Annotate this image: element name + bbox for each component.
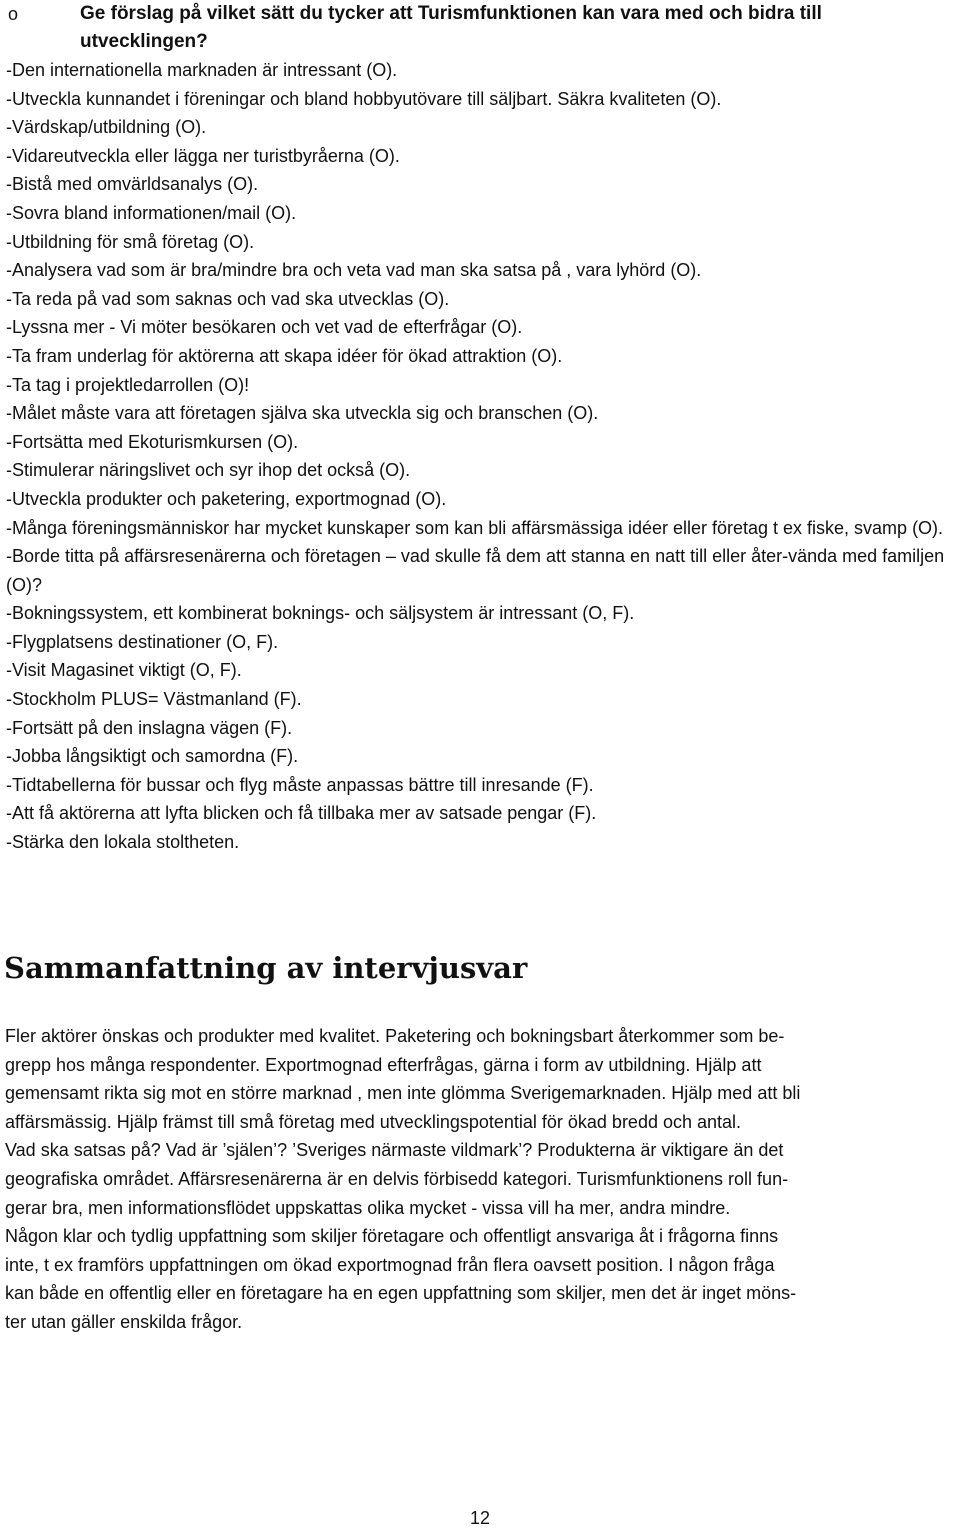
summary-line: gerar bra, men informationsflödet uppskattas olika mycket - vissa vill ha mer, andra mindre. <box>5 1197 731 1218</box>
answer-item: -Jobba långsiktigt och samordna (F). <box>6 746 299 767</box>
answer-item: -Vidareutveckla eller lägga ner turistbyråerna (O). <box>6 145 400 166</box>
answer-item: -Bokningssystem, ett kombinerat boknings- och säljsystem är intressant (O, F). <box>6 603 635 624</box>
answer-item: -Analysera vad som är bra/mindre bra och veta vad man ska satsa på , vara lyhörd (O). <box>6 260 702 281</box>
answer-item: -Lyssna mer - Vi möter besökaren och vet vad de efterfrågar (O). <box>6 317 523 338</box>
answer-item: -Flygplatsens destinationer (O, F). <box>6 631 279 652</box>
summary-line: Vad ska satsas på? Vad är ’själen’? ’Sveriges närmaste vildmark’? Produkterna är viktigare än det <box>5 1140 784 1161</box>
answer-item: -Tidtabellerna för bussar och flyg måste anpassas bättre till inresande (F). <box>6 774 594 795</box>
page-number: 12 <box>469 1508 491 1528</box>
answer-item: -Ta reda på vad som saknas och vad ska utvecklas (O). <box>6 288 450 309</box>
answer-item: -Bistå med omvärldsanalys (O). <box>6 174 259 195</box>
bullet-icon: o <box>8 4 19 24</box>
answer-item: -Stockholm PLUS= Västmanland (F). <box>6 689 302 710</box>
answer-item: -Borde titta på affärsresenärerna och företagen – vad skulle få dem att stanna en natt till eller åter-vända med familjen (O)? <box>6 546 945 595</box>
answer-item: -Utbildning för små företag (O). <box>6 231 255 252</box>
summary-line: inte, t ex framförs uppfattningen om ökad exportmognad från flera oavsett position. I någon fråga <box>5 1254 775 1275</box>
summary-line: kan både en offentlig eller en företagare ha en egen uppfattning som skiljer, men det är inget möns- <box>5 1283 797 1304</box>
answer-list <box>6 56 956 857</box>
answer-item: -Fortsätt på den inslagna vägen (F). <box>6 717 293 738</box>
summary-line: Fler aktörer önskas och produkter med kvalitet. Paketering och bokningsbart återkommer som be- <box>5 1026 785 1046</box>
answer-item: -Värdskap/utbildning (O). <box>6 117 207 138</box>
answer-item: -Stimulerar näringslivet och syr ihop det också (O). <box>6 460 411 481</box>
answer-item: -Visit Magasinet viktigt (O, F). <box>6 660 242 681</box>
question-text: Ge förslag på vilket sätt du tycker att Turismfunktionen kan vara med och bidra till utvecklingen? <box>80 3 822 52</box>
answer-item: -Stärka den lokala stoltheten. <box>6 832 240 853</box>
summary-paragraph <box>5 1022 957 1337</box>
answer-item: -Att få aktörerna att lyfta blicken och få tillbaka mer av satsade pengar (F). <box>6 803 597 824</box>
answer-item: -Den internationella marknaden är intressant (O). <box>6 60 398 80</box>
answer-item: -Fortsätta med Ekoturismkursen (O). <box>6 431 299 452</box>
question-item <box>8 0 948 56</box>
summary-line: grepp hos många respondenter. Exportmognad efterfrågas, gärna i form av utbildning. Hjälp att <box>5 1054 762 1075</box>
answer-item: -Sovra bland informationen/mail (O). <box>6 202 297 223</box>
summary-line: geografiska området. Affärsresenärerna är en delvis förbisedd kategori. Turismfunktionens roll fun- <box>5 1168 789 1189</box>
answer-item: -Målet måste vara att företagen själva ska utveckla sig och branschen (O). <box>6 403 599 424</box>
answer-item: -Ta fram underlag för aktörerna att skapa idéer för ökad attraktion (O). <box>6 345 563 366</box>
section-heading: Sammanfattning av intervjusvar <box>4 951 528 985</box>
answer-item: -Utveckla kunnandet i föreningar och bland hobbyutövare till säljbart. Säkra kvaliteten (O). <box>6 88 722 109</box>
summary-line: ter utan gäller enskilda frågor. <box>5 1311 243 1332</box>
answer-item: -Många föreningsmänniskor har mycket kunskaper som kan bli affärsmässiga idéer eller företag t ex fiske, svamp (O). <box>6 517 944 538</box>
answer-item: -Ta tag i projektledarrollen (O)! <box>6 374 250 395</box>
summary-line: affärsmässig. Hjälp främst till små företag med utvecklingspotential för ökad bredd och antal. <box>5 1111 742 1132</box>
summary-line: Någon klar och tydlig uppfattning som skiljer företagare och offentligt ansvariga åt i frågorna finns <box>5 1226 779 1247</box>
answer-item: -Utveckla produkter och paketering, exportmognad (O). <box>6 488 447 509</box>
summary-line: gemensamt rikta sig mot en större marknad , men inte glömma Sverigemarknaden. Hjälp med att bli <box>5 1083 801 1104</box>
